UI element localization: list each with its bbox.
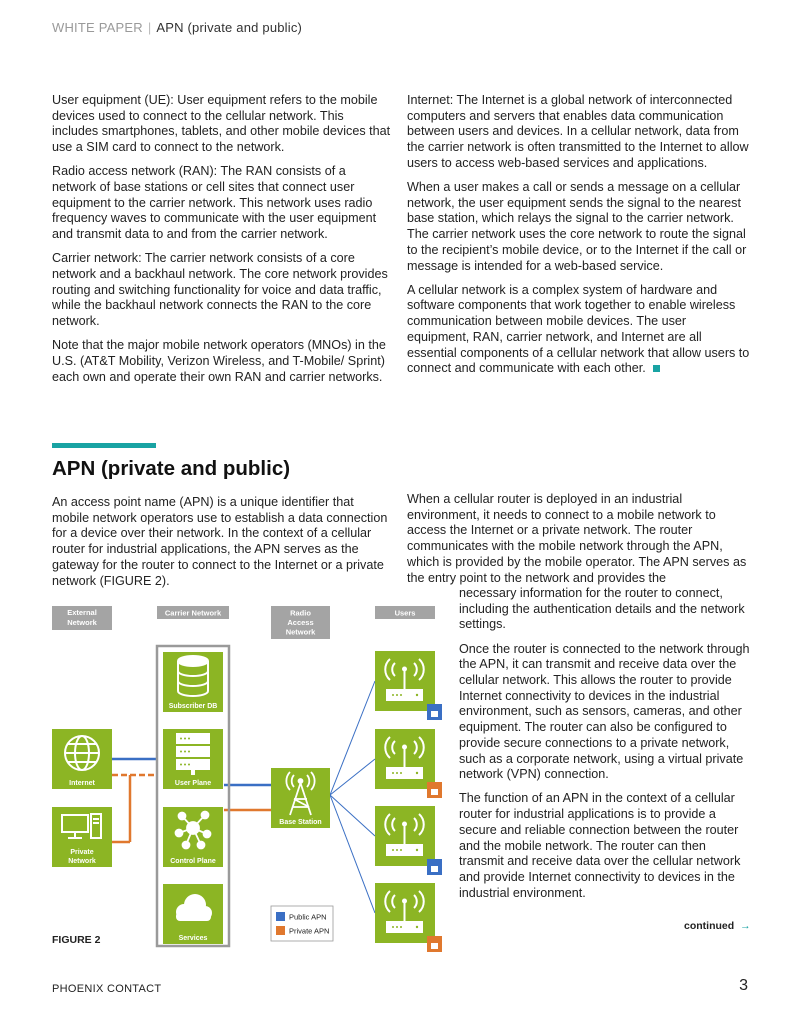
base-station-label: Base Station <box>279 819 322 826</box>
page-number: 3 <box>739 977 748 994</box>
tile-private-network <box>52 807 112 867</box>
figure-label: FIGURE 2 <box>52 934 101 946</box>
paragraph-apn-intro: An access point name (APN) is a unique identifier that mobile network operators use to establish a data connection for a device over their network. In the context of a cellular router for industrial applications, the APN serves as the gateway for the router to connect to the Internet or a private network (FIGURE 2). <box>52 495 388 588</box>
paragraph-ran: Radio access network (RAN): The RAN consists of a network of base stations or cell sites that connect user equipment to the carrier network. This network uses radio frequency waves to communicate with the user equipment and transmit data to and from the carrier network. <box>52 164 377 242</box>
paragraph-router-connected: Once the router is connected to the network through the APN, it can transmit and receive data over the cellular network. This allows the router to provide Internet connectivity to devices in the industrial environment, such as sensors, cameras, and other equipment. The router can also be configured to provide secure connections to a private network, such as a corporate network, using a virtual private network (VPN) connection. <box>459 641 750 782</box>
header-external-network-line2: Network <box>67 618 97 627</box>
control-plane-label: Control Plane <box>170 858 216 865</box>
legend-public-apn: Public APN <box>289 912 327 922</box>
paragraph-apn-function: The function of an APN in the context of a cellular router for industrial applications is to provide a secure and reliable connection between the router and the mobile network. The router can then transmit and receive data over the cellular network and provide Internet connectivity to devices in the industrial environment. <box>459 791 741 900</box>
paragraph-mno-note: Note that the major mobile network operators (MNOs) in the U.S. (AT&T Mobility, Verizon Wireless, and T-Mobile/ Sprint) each own and operate their own RAN and carrier networks. <box>52 338 386 384</box>
header-external-network-line1: External <box>67 608 97 617</box>
paragraph-router-deploy-cont: necessary information for the router to connect, including the authentication details and the network settings. <box>459 586 745 632</box>
arrow-right-icon: → <box>740 920 751 932</box>
legend-private-apn: Private APN <box>289 926 330 936</box>
tile-user-plane <box>163 729 223 789</box>
paragraph-router-deploy: When a cellular router is deployed in an industrial environment, it needs to connect to a mobile network to access the Internet or a private network. The router communicates with the mobile network through the APN, which is provided by the mobile operator. The APN serves as the entry point to the network and provides the <box>407 492 747 585</box>
header-ran-line1: Radio <box>290 608 311 618</box>
header-separator: | <box>147 20 152 35</box>
internet-label: Internet <box>69 780 95 787</box>
services-label: Services <box>178 935 208 942</box>
header-ran-line2: Access <box>287 618 314 627</box>
paragraph-carrier-network: Carrier network: The carrier network consists of a core network and a backhaul network. The core network provides routing and switching functionality for voice and data traffic, while the backhaul network connects the RAN to the core network. <box>52 251 388 329</box>
router-tile-4 <box>375 883 442 952</box>
header-section: APN (private and public) <box>156 20 303 35</box>
header-radio-access-network <box>271 606 330 639</box>
header-ran-line3: Network <box>285 627 316 637</box>
user-plane-label: User Plane <box>174 780 212 787</box>
tile-internet <box>52 729 112 789</box>
legend-swatch-public <box>276 912 285 921</box>
section-title: APN (private and public) <box>52 457 291 480</box>
continued-link[interactable] <box>684 920 751 932</box>
private-network-label-line2: Network <box>68 858 96 865</box>
paragraph-internet: Internet: The Internet is a global network of interconnected computers and servers that enables data communication between users and devices. In a cellular network, data from the carrier network is often transmitted to the Internet to allow users to access web-based services and applications. <box>407 93 749 170</box>
header-carrier-network-text: Carrier Network <box>164 608 222 618</box>
subscriber-db-label: Subscriber DB <box>168 703 218 710</box>
legend-swatch-private <box>276 926 285 935</box>
tile-subscriber-db <box>163 652 223 712</box>
paragraph-call-flow: When a user makes a call or sends a message on a cellular network, the user equipment sends the signal to the nearest base station, which relays the signal to the carrier network. The carrier network uses the core network to route the signal to the recipient’s mobile device, or to the Internet if the call or message is intended for a web-based service. <box>407 180 747 273</box>
footer-brand: PHOENIX CONTACT <box>52 983 162 995</box>
tile-base-station <box>271 768 330 828</box>
continued-text: continued <box>684 920 735 932</box>
header-users <box>375 606 435 619</box>
legend <box>271 906 333 941</box>
router-tile-3 <box>375 806 442 875</box>
header-users-text: Users <box>394 608 416 618</box>
header-label: WHITE PAPER <box>52 20 143 35</box>
tile-control-plane <box>163 807 223 867</box>
header-external-network <box>52 606 112 630</box>
router-tile-1 <box>375 651 442 720</box>
connector-lines <box>112 681 375 913</box>
header-carrier-network <box>157 606 229 619</box>
private-network-label-line1: Private <box>70 849 94 856</box>
router-tile-2 <box>375 729 442 798</box>
paragraph-user-equipment: User equipment (UE): User equipment refers to the mobile devices used to connect to the cellular network. This includes smartphones, tablets, and other mobile devices that use a SIM card to connect to the network. <box>52 93 391 155</box>
paragraph-summary-text: A cellular network is a complex system of hardware and software components that work together to enable wireless communication between mobile devices. The user equipment, RAN, carrier network, and Internet are all essential components of a cellular network that allow users to connect and communicate with each other. <box>407 282 750 376</box>
tile-services <box>163 884 223 944</box>
